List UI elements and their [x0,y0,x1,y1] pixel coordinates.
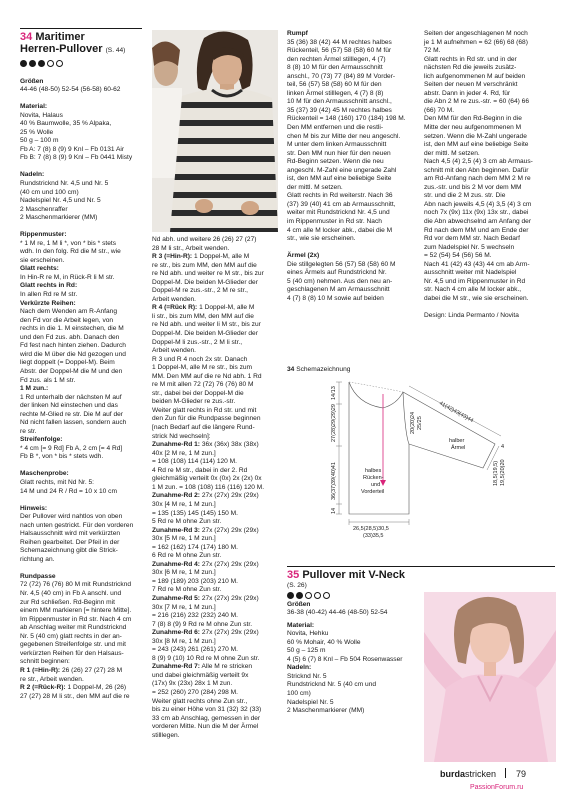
yoke-line: Nr. 4,5 (40 cm) in Fb A anschl. und [20,590,122,598]
material-heading: Material: [287,621,315,629]
text-line-heading: Zunahme-Rd 3: [152,526,200,534]
text-line: 5 (40 cm) nehmen. Aus den neu an- [287,277,393,285]
text-line: eines Ärmels auf Rundstricknd Nr. [287,269,387,277]
text-line: die Abn abwechselnd am Anfang der [424,218,532,226]
needles-line: Stricknd Nr. 5 [287,672,327,680]
material-heading: Material: [20,103,48,111]
text-line: strick Nd wechseln]: [152,432,211,440]
dim-bottom-left: 14 [331,507,337,514]
text-line: Seiten der angeschlagenen M noch [424,30,528,37]
pattern-page-ref: (S. 44) [105,47,126,54]
rib-line: wdh. In den folg. Rd die M str., wie [20,248,121,256]
text-line: 7 (8) 8 (9) 9 Rd re M ohne Zun str. [152,620,253,628]
rib-line: * 1 M re, 1 M li *, von * bis * stets [20,239,117,247]
schematic-svg [287,374,552,544]
text-line: 8 (9) 9 (10) 10 Rd re M ohne Zun str. [152,654,260,662]
text-line: und dabei gleichmäßig verteilt 9x [152,671,249,679]
text-line-body: 27x (27x) 29x (29x) [200,560,259,568]
needles-line: 2 Maschenraffer [20,205,68,213]
text-line: Weiter glatt rechts ohne Zun str., [152,697,248,705]
text-line: Weiter glatt rechts in Rd str. und mit [152,406,257,414]
label-body-4: Vorderteil [361,489,385,495]
text-line: 30x [5 M re, 1 M zun.] [152,535,216,543]
yoke-line: gegebenen Streifenfolge str. und mit [20,641,126,649]
needles-line: 100 cm) [287,690,311,698]
text-line: 5 Rd re M ohne Zun str. [152,518,222,526]
text-line: Nach 41 (42) 43 (43) 44 cm ab Arm- [424,260,530,268]
text-line: = 108 (108) 114 (114) 120 M. [152,458,237,466]
text-line-heading: Design: [424,312,447,319]
note-line: richtung an. [20,555,55,563]
sizes-text: 36-38 (40-42) 44-46 (48-50) 52-54 [287,609,388,617]
yoke-line: ab Anschlag weiter mit Rundstricknd [20,624,127,632]
pattern-34-column [20,28,142,701]
short-rows-heading: Verkürzte Reihen: [20,299,76,307]
text-line: 6 Rd re M ohne Zun str. [152,552,222,560]
watermark-text: PassionForum.ru [470,784,524,791]
text-line-heading: Ärmel (2x) [287,252,320,260]
text-line [152,304,278,313]
text-line: je 1 M aufnehmen = 62 (66) 68 (68) [424,38,528,46]
difficulty-dot-filled [287,592,294,599]
increase-line: 1 Rd unterhalb der nächsten M auf [20,393,122,401]
pattern-page-ref: (S. 26) [287,582,307,589]
text-line: Nach 4,5 (4) 2,5 (4) 3 cm ab Armaus- [424,158,533,166]
stockinette-text: In Hin-R re M, in Rück-R li M str. [20,273,115,281]
watermark [470,784,523,791]
text-line: re str., bis zum MM, den MM auf die [152,261,257,269]
text-line: (37) 39 (40) 41 cm ab Armausschnitt, [287,200,396,208]
text-line: Mitte der neu aufgenommenen M [424,124,522,132]
label-body-1: halbes [365,468,382,474]
text-line: = 52 (54) 54 (56) 56 M. [424,252,492,260]
row-2-cont: 27 (27) 28 M li str., den MM auf die re [20,692,130,700]
text-line: str., wie sie erscheinen. [287,235,356,243]
yoke-line: zur Rd schließen. Rd-Beginn mit [20,598,115,606]
text-line: chen M bis zur Mitte der neu angeschl. [287,132,401,140]
schematic-number: 34 [287,366,295,373]
text-line: Nd abh. und weitere 26 (26) 27 (27) [152,236,257,243]
text-line-heading: Zunahme-Rd 5: [152,594,200,602]
stockinette-heading: Glatt rechts: [20,265,59,273]
text-line: Glatt rechts in Rd weiterstr. Nach 36 [287,192,393,200]
text-line: 72 M. [424,47,441,55]
text-line: (66) 70 M. [424,106,455,114]
text-line [287,252,411,261]
text-line: schnitt mit den Abn beginnen. Dafür [424,166,529,174]
schematic-label: Schemazeichnung [296,366,351,373]
text-line: Doppel-M li zus.-str., 2 M li str., [152,338,243,346]
dim-left-top: 14/13 [331,386,337,400]
text-line: Rückenteil, 56 (57) 58 (58) 60 M für [287,47,392,55]
yoke-line: einem MM markieren [= hintere Mitte]. [20,607,132,615]
needles-line: Rundstricknd Nr. 5 (40 cm und [287,681,377,689]
text-line: abstr. Dann in jeder 4. Rd, für [424,89,511,97]
sizes-text: 44-46 (48-50) 52-54 (56-58) 60-62 [20,86,121,94]
yoke-line: Nr. 5 (40 cm) glatt rechts in der an- [20,632,122,640]
text-line: Den MM für den Rd-Beginn in die [424,115,522,123]
text-line [152,595,278,604]
text-line: vorderen Mitte. Nun die M der Ärmel [152,723,259,731]
needles-line: Nadelspiel Nr. 5 [287,698,334,706]
difficulty-dot-empty [56,60,63,67]
rib-heading: Rippenmuster: [20,231,67,239]
material-line: 25 % Wolle [20,128,54,136]
text-line: M unter dem linken Armausschnitt [287,141,387,149]
text-line: Arbeit wenden. [152,347,196,355]
yoke-line: verkürzten Reihen für den Halsaus- [20,649,124,657]
schematic-drawing [287,366,552,544]
difficulty-rating [20,60,142,69]
text-line: Die stillgelegten 56 (57) 58 (58) 60 M [287,260,396,268]
color-b-line: Fb B: 7 (8) 8 (9) 9 Knl – Fb 0441 Misty [20,154,133,162]
text-line-heading: Rumpf [287,30,308,37]
gauge-heading: Maschenprobe: [20,470,69,478]
dim-sleeve-right: 4 [501,444,505,450]
stockinette-round-text: In allen Rd re M str. [20,291,78,299]
text-line [152,492,278,501]
text-line: 4 Rd re M str., dabei in der 2. Rd [152,466,248,474]
short-rows-line: den Fd vor die Arbeit legen, von [20,316,114,324]
gauge-line: Glatt rechts, mit Nd Nr. 5: [20,479,95,487]
brand-bold: burda [440,769,466,779]
text-line: = 189 (189) 203 (203) 210 M. [152,577,238,585]
rib-line: sie erscheinen. [20,256,65,264]
pattern-title: Pullover mit V-Neck [302,569,406,581]
increase-line: rechte M-Glied re str. Die M auf der [20,410,123,418]
pattern-34-header [20,28,142,69]
text-line: 30x [8 M re, 1 M zun.] [152,637,216,645]
stripe-heading: Streifenfolge: [20,436,63,444]
text-line: Rd nach dem MM und am Ende der [424,226,529,234]
text-line: Den MM entfernen und die restli- [287,124,384,132]
gauge-line: 14 M und 24 R / Rd = 10 x 10 cm [20,487,117,495]
text-line-body: 36x (36x) 38x (38x) [200,441,259,449]
text-line: Doppel-M. Die beiden M-Glieder der [152,278,258,286]
text-line: 10 M für den Armausschnitt anschl., [287,98,392,106]
text-line: der mittl. M setzen. [287,183,343,191]
text-line-body: 27x (27x) 29x (29x) [200,526,259,534]
text-line: 1 M zun. = 108 (108) 116 (116) 120 M. [152,483,265,491]
label-half-sleeve-2: Ärmel [451,445,466,451]
dim-sleeve-end-2: 19,5(20)20 [500,459,506,486]
dim-neck-diag: 20(20)24 [410,411,416,434]
text-line: Rd-Beginn setzen. Wenn die neu [287,158,384,166]
dim-left-mid: 27(28)29(29)29 [331,404,337,442]
page-number: 79 [515,769,526,779]
text-line: 4 cm alle M locker abk., dabei die M [287,226,393,234]
text-line-body: Linda Permanto / Novita [446,312,519,319]
difficulty-dot-filled [29,60,36,67]
text-line: den rechten Ärmel stilllegen, 4 (7) [287,55,386,63]
text-line: MM. Den MM auf die re Nd abh. 1 Rd [152,372,262,380]
short-rows-line: liegt doppelt (= Doppel-M). Beim [20,359,115,367]
row-1-line [20,667,142,676]
footer-divider [505,768,506,778]
pattern-34-column-4 [424,30,550,321]
text-line [152,663,278,672]
text-line: [nach Bedarf auf die längere Rund- [152,424,255,432]
text-line: 1 Doppel-M, alle M re str., bis zum [152,364,253,372]
dim-width-2: (33)35,5 [363,533,384,539]
text-line [152,253,278,262]
dim-side: 36(37)39(40)41 [331,462,337,500]
yoke-line: Im Rippenmuster in Rd str. Nach 4 cm [20,615,132,623]
pattern-35-column [287,566,411,716]
text-line: str. Den MM nun hier für den neuen [287,149,391,157]
text-line: str. und die 2 M zus. str. Die [424,192,506,200]
pattern-title-line2: Herren-Pullover [20,43,103,55]
increase-heading: 1 M zun.: [20,385,49,393]
sizes-heading: Größen [20,77,44,85]
text-line [424,312,550,321]
text-line: Doppel-M re zus.-str., 2 M re str., [152,287,248,295]
label-half-sleeve-1: halber [449,438,465,444]
text-line: = 135 (135) 145 (145) 150 M. [152,509,238,517]
material-line: 50 g – 125 m [287,647,326,655]
text-line: 30x [6 M re, 1 M zun.] [152,569,216,577]
note-line: Reihen gearbeitet. Der Pfeil in der [20,538,120,546]
text-line: re Nd abh. und weiter li M str., bis zur [152,321,261,329]
row-2-line [20,684,142,693]
text-line-heading: Zunahme-Rd 6: [152,629,200,637]
text-line: linken Ärmel stilllegen, 4 (7) 8 (8) [287,89,384,97]
short-rows-line: wird die M über die Nd gezogen und [20,350,126,358]
text-line: (17x) 9x (23x) 28x 1 M zun. [152,680,233,688]
needles-line: 2 Maschenmarkierer (MM) [287,707,365,715]
text-line: Rd vor dem MM str. Nach Bedarf [424,235,521,243]
dim-sleeve-end: 18,5(19,5) [493,460,499,486]
difficulty-dot-empty [47,60,54,67]
page-footer [440,764,550,780]
needles-heading: Nadeln: [287,664,312,672]
difficulty-dot-filled [38,60,45,67]
text-line-body: Alle M re stricken [200,663,253,671]
short-rows-line: rechts in die 1. M einstechen, die M [20,325,124,333]
text-line-body: 1 Doppel-M, alle M [197,304,255,312]
short-rows-line: und den Fd zus. abh. Danach den [20,333,120,341]
text-line [424,304,550,313]
text-line: Seiten der neuen M verschränkt [424,81,518,89]
text-line: = 162 (162) 174 (174) 180 M. [152,543,238,551]
text-line: 35 (36) 38 (42) 44 M rechtes halbes [287,38,392,46]
text-line: zus.-str. und bis 2 M vor dem MM [424,183,522,191]
text-line: lich aufgenommenen M auf beiden [424,72,526,80]
text-line-heading: Zunahme-Rd 4: [152,560,200,568]
label-body-2: Rücken- [363,475,384,481]
pattern-34-column-2 [152,236,278,740]
text-line: str., dabei bei der Doppel-M die [152,389,244,397]
short-rows-line: Fd zus. als 1 M str. [20,376,76,384]
pattern-34-photo [152,30,278,232]
text-line-heading: Zunahme-Rd 2: [152,492,200,500]
dim-sleeve-top: 41(42)43(43)44 [438,400,475,425]
sizes-heading: Größen [287,600,311,608]
text-line: die Abn 2 M re zus.-str. = 60 (64) 66 [424,98,530,106]
pink-sweater-illustration [424,592,556,762]
dim-neck-diag-2: 25/25 [417,416,423,430]
material-line: Novita, Halaus [20,111,63,119]
difficulty-dot-empty [323,592,330,599]
yoke-line: 72 (72) 76 (76) 80 M mit Rundstricknd [20,581,132,589]
stripe-line: Fb B *, von * bis * stets wdh. [20,453,104,461]
material-line: Novita, Hehku [287,630,329,638]
short-rows-line: Fd fest nach hinten ziehen. Dadurch [20,342,126,350]
text-line: 40x [2 M re, 1 M zun.] [152,449,216,457]
increase-line: der linken Nd einstechen und das [20,402,118,410]
pattern-number: 35 [287,569,300,581]
text-line [152,441,278,450]
needles-line: Nadelspiel Nr. 4,5 und Nr. 5 [20,197,101,205]
text-line: 30x [4 M re, 1 M zun.] [152,500,216,508]
text-line [152,629,278,638]
row-1-cont: re str., Arbeit wenden. [20,675,84,683]
material-line: 60 % Mohair, 40 % Wolle [287,638,361,646]
text-line: nächsten Rd die jeweils zusätz- [424,64,517,72]
row-1-label: R 1 (=Hin-R): [20,666,61,674]
text-line: 28 M li str., Arbeit wenden. [152,244,230,252]
pattern-35-photo [424,592,556,762]
stripe-line: * 4 cm [= 9 Rd] Fb A, 2 cm [= 4 Rd] [20,444,123,452]
row-2-label: R 2 (=Rück-R): [20,684,66,692]
text-line: 8 (8) 10 M für den Armausschnitt [287,64,383,72]
text-line: den Zun für die Rundpasse beginnen [152,415,261,423]
text-line: angeschl. M-Zahl eine ungerade Zahl [287,166,397,174]
text-line [287,30,411,39]
text-line: ausschnitt weiter mit Nadelspiel [424,269,517,277]
text-line: Abn nach jeweils 4,5 (4) 3,5 (4) 3 cm [424,200,532,208]
text-line: str. Nach 4 cm alle M locker abk., [424,286,522,294]
text-line: 30x [7 M re, 1 M zun.] [152,603,216,611]
difficulty-dot-filled [20,60,27,67]
text-line: am Rd-Anfang nach dem MM 2 M re [424,175,531,183]
text-line: der mittl. M setzen. [424,149,480,157]
increase-line: Nd nicht fallen lassen, sondern auch [20,419,127,427]
note-line: Halsausschnitt wird mit verkürzten [20,530,121,538]
text-line-body: 27x (27x) 29x (29x) [200,594,259,602]
color-a-line: Fb A: 7 (8) 8 (9) 9 Knl – Fb 0131 Air [20,145,125,153]
text-line: Doppel-M. Die beiden M-Glieder der [152,330,258,338]
text-line: 4 (7) 8 (8) 10 M sowie auf beiden [287,294,384,302]
difficulty-dot-empty [314,592,321,599]
needles-line: (40 cm und 100 cm) [20,188,79,196]
material-line: 40 % Baumwolle, 35 % Alpaka, [20,120,112,128]
pattern-number: 34 [20,31,33,43]
row-1-text: 26 (26) 27 (27) 28 M [60,666,123,674]
brand-rest: stricken [465,769,497,779]
text-line: R 3 und R 4 noch 2x str. Danach [152,355,248,363]
dim-width-1: 26,5(28,5)30,5 [353,526,389,532]
short-rows-line: Abstr. der Doppel-M die M und den [20,367,123,375]
text-line-body: 1 Doppel-M, alle M [192,253,250,261]
striped-sweater-illustration [152,30,278,232]
note-line: Der Pullover wird nahtlos von oben [20,513,123,521]
material-line: 4 (5) 6 (7) 8 Knl – Fb 504 Rosenwasser [287,655,403,663]
label-body-3: und [371,482,381,488]
note-line: Schemazeichnung gibt die Strick- [20,547,118,555]
text-line: zum Nadelspiel Nr. 5 wechseln [424,243,515,251]
text-line: = 216 (216) 232 (232) 240 M. [152,612,238,620]
text-line: 7 Rd re M ohne Zun str. [152,586,222,594]
text-line: Glatt rechts in Rd str. und in der [424,55,517,63]
text-line: teil, 56 (57) 58 (58) 60 M für den [287,81,382,89]
text-line: weiter mit Rundstricknd Nr. 4,5 und [287,209,390,217]
yoke-line: schnitt beginnen: [20,658,70,666]
text-line: setzen. Wenn die M-Zahl ungerade [424,132,527,140]
text-line: gleichmäßig verteilt 0x (0x) 2x (2x) 0x [152,475,262,483]
text-line: geschlagenen M am Armausschnitt [287,286,390,294]
stockinette-round-heading: Glatt rechts in Rd: [20,282,78,290]
text-line: 33 cm ab Anschlag, gemessen in der [152,714,261,722]
note-heading: Hinweis: [20,504,48,512]
text-line: = 252 (260) 270 (284) 298 M. [152,688,238,696]
needles-line: 2 Maschenmarkierer (MM) [20,214,98,222]
text-line-heading: Zunahme-Rd 1: [152,441,200,449]
difficulty-dot-empty [305,592,312,599]
short-rows-line: Nach dem Wenden am R-Anfang [20,308,118,316]
increase-line: re str. [20,427,37,435]
text-line: 35 (37) 39 (42) 45 M rechtes halbes [287,106,392,114]
yoke-heading: Rundpasse [20,572,56,580]
text-line: bis zu einer Höhe von 31 (32) 32 (33) [152,706,262,714]
needles-heading: Nadeln: [20,171,45,179]
note-line: nach unten gestrickt. Für den vorderen [20,521,134,529]
text-line-heading: Zunahme-Rd 7: [152,663,200,671]
row-2-text: 1 Doppel-M, 26 (26) [65,684,127,692]
text-line [152,527,278,536]
text-line: anschl., 70 (73) 77 (84) 89 M Vorder- [287,72,396,80]
text-line [152,561,278,570]
text-line: re Nd abh. und weiter re M str., bis zur [152,270,264,278]
pattern-34-column-3 [287,30,411,303]
text-line: ist, den MM auf eine beliebige Seite [287,175,392,183]
schematic-title [287,366,552,374]
text-line-heading: R 3 (=Hin-R): [152,253,193,261]
text-line: Rückenteil = 148 (160) 170 (184) 198 M. [287,115,406,123]
pattern-title-line1: Maritimer [35,31,85,43]
material-line: 50 g – 100 m [20,137,59,145]
text-line: noch 7x (9x) 11x (9x) 13x str., dabei [424,209,529,217]
text-line: ist, den MM auf eine beliebige Seite [424,141,529,149]
text-line: Nr. 4,5 und im Rippenmuster in Rd [424,277,526,285]
needles-line: Rundstricknd Nr. 4,5 und Nr. 5 [20,179,109,187]
text-line [287,244,411,253]
text-line: beiden M-Glieder re zus.-str. [152,398,236,406]
brand-logo [440,769,496,779]
difficulty-dot-filled [296,592,303,599]
text-line: li str., bis zum MM, den MM auf die [152,312,254,320]
text-line: im Rippenmuster in Rd str. Nach [287,218,382,226]
text-line: = 243 (243) 261 (261) 270 M. [152,646,238,654]
text-line: re M mit allen 72 (72) 76 (76) 80 M [152,381,254,389]
text-line: stilllegen. [152,731,180,739]
text-line: dabei die M str., wie sie erscheinen. [424,294,529,302]
text-line: Arbeit wenden. [152,295,196,303]
text-line-body: 27x (27x) 29x (29x) [200,492,259,500]
text-line-heading: R 4 (=Rück R): [152,304,198,312]
text-line-body: 27x (27x) 29x (29x) [200,629,259,637]
